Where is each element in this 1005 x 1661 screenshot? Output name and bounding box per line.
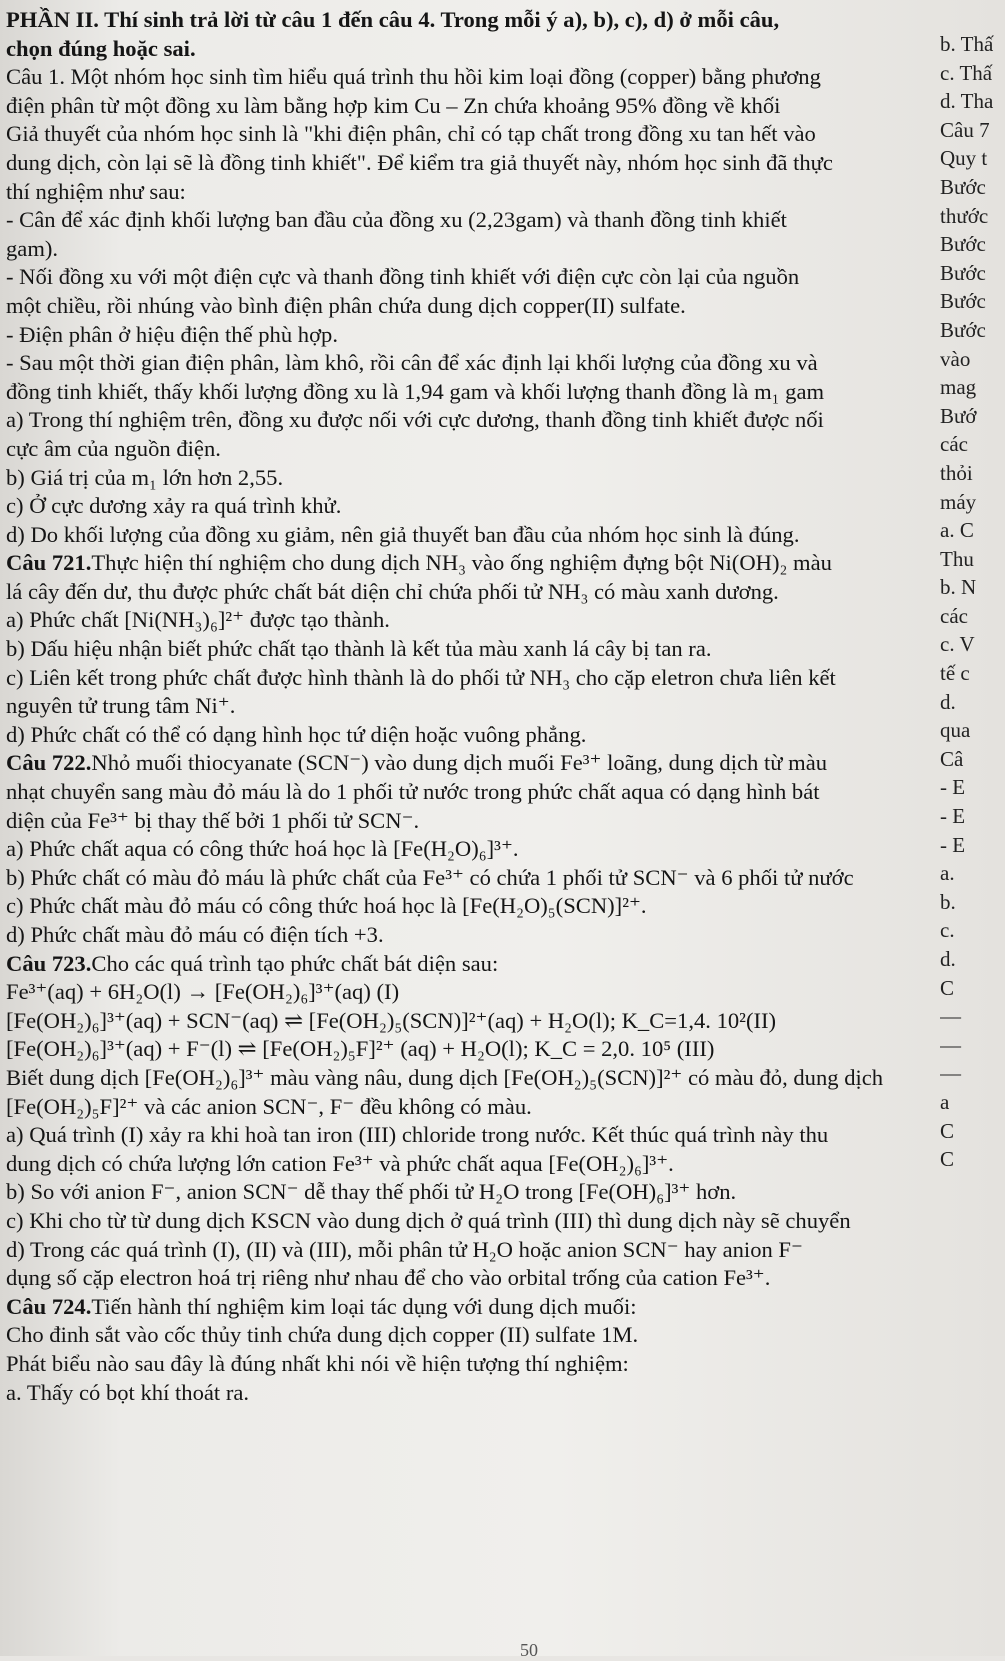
cropped-fragment: thước	[940, 203, 989, 228]
cropped-fragment: - E	[940, 832, 966, 857]
text-line: dung dịch, còn lại sẽ là đồng tinh khiết". Để kiểm tra giả thuyết này, nhóm học sinh đã thực	[6, 149, 833, 175]
text-line: Phát biểu nào sau đây là đúng nhất khi nói về hiện tượng thí nghiệm:	[6, 1350, 629, 1376]
text-line: c) Phức chất màu đỏ máu có công thức hoá học là [Fe(H₂O)₅(SCN)]²⁺.	[6, 893, 647, 919]
text-line: c) Khi cho từ từ dung dịch KSCN vào dung dịch ở quá trình (III) thì dung dịch này sẽ chuyển	[6, 1207, 851, 1233]
text-line: Câu 1. Một nhóm học sinh tìm hiểu quá trình thu hồi kim loại đồng (copper) bằng phương	[6, 64, 821, 90]
text-line: a) Trong thí nghiệm trên, đồng xu được nối với cực dương, thanh đồng tinh khiết được nối	[6, 407, 824, 433]
page-number: 50	[520, 1640, 538, 1660]
cropped-fragment: —	[940, 1004, 961, 1029]
text-line: một chiều, rồi nhúng vào bình điện phân chứa dung dịch copper(II) sulfate.	[6, 292, 686, 318]
cropped-fragment: d. Tha	[940, 89, 994, 114]
cropped-fragment: d.	[940, 947, 956, 971]
cropped-fragment: - E	[940, 804, 966, 829]
text-line: [Fe(OH₂)₅F]²⁺ và các anion SCN⁻, F⁻ đều không có màu.	[6, 1093, 532, 1119]
text-line: a) Phức chất [Ni(NH₃)₆]²⁺ được tạo thành.	[6, 607, 390, 633]
cropped-fragment: —	[940, 1032, 961, 1057]
main-text-column	[6, 6, 936, 1407]
cropped-fragment: Bước	[940, 260, 986, 285]
text-line: Câu 722.Nhỏ muối thiocyanate (SCN⁻) vào dung dịch muối Fe³⁺ loãng, dung dịch từ màu	[6, 750, 828, 776]
cropped-fragment: a.	[940, 861, 955, 886]
cropped-fragment: Bước	[940, 174, 986, 199]
text-line: a. Thấy có bọt khí thoát ra.	[6, 1379, 250, 1405]
cropped-fragment: qua	[940, 718, 971, 743]
cropped-fragment: - E	[940, 775, 966, 800]
text-line: Cho đinh sắt vào cốc thủy tinh chứa dung dịch copper (II) sulfate 1M.	[6, 1322, 639, 1348]
cropped-fragment: máy	[940, 489, 977, 514]
text-line: [Fe(OH₂)₆]³⁺(aq) + SCN⁻(aq) ⇌ [Fe(OH₂)₅(SCN)]²⁺(aq) + H₂O(l); K_C=1,4. 10²(II)	[6, 1007, 777, 1033]
cropped-fragment: c.	[940, 918, 955, 943]
text-line: d) Do khối lượng của đồng xu giảm, nên giả thuyết ban đầu của nhóm học sinh là đúng.	[6, 521, 800, 547]
text-line: d) Phức chất có thể có dạng hình học tứ diện hoặc vuông phẳng.	[6, 721, 587, 747]
text-line: lá cây đến dư, thu được phức chất bát diện chỉ chứa phối tử NH₃ có màu xanh dương.	[6, 578, 779, 604]
text-line: PHẦN II. Thí sinh trả lời từ câu 1 đến câu 4. Trong mỗi ý a), b), c), d) ở mỗi câu,	[6, 7, 780, 32]
text-line: Câu 721.Thực hiện thí nghiệm cho dung dịch NH₃ vào ống nghiệm đựng bột Ni(OH)₂ màu	[6, 550, 832, 576]
text-line: thí nghiệm như sau:	[6, 178, 186, 204]
question-label: Câu 724.	[6, 1293, 92, 1319]
cropped-fragment: C	[940, 1118, 955, 1143]
cropped-fragment: a	[940, 1089, 950, 1114]
cropped-fragment: Bước	[940, 317, 986, 342]
cropped-fragment: b. Thấ	[940, 32, 994, 56]
text-line: c) Liên kết trong phức chất được hình thành là do phối tử NH₃ cho cặp eletron chưa liên kết	[6, 664, 836, 690]
text-line: c) Ở cực dương xảy ra quá trình khử.	[6, 493, 342, 519]
cropped-fragment: Bước	[940, 232, 986, 257]
question-label: Câu 722.	[6, 750, 92, 776]
text-line: - Sau một thời gian điện phân, làm khô, rồi cân để xác định lại khối lượng của đồng xu và	[6, 350, 818, 376]
text-line: [Fe(OH₂)₆]³⁺(aq) + F⁻(l) ⇌ [Fe(OH₂)₅F]²⁺ (aq) + H₂O(l); K_C = 2,0. 10⁵ (III)	[6, 1036, 715, 1062]
cropped-fragment: C	[940, 1147, 955, 1172]
text-line: dụng số cặp electron hoá trị riêng như nhau để cho vào orbital trống của cation Fe³⁺.	[6, 1265, 771, 1291]
cropped-fragment: c. Thấ	[940, 60, 993, 85]
cropped-fragment: Bước	[940, 289, 986, 314]
text-line: - Cân để xác định khối lượng ban đầu của đồng xu (2,23gam) và thanh đồng tinh khiết	[6, 207, 787, 233]
cropped-fragment: Quy t	[940, 146, 988, 171]
cropped-fragment: tế c	[940, 661, 970, 686]
text-line: b) Giá trị của m₁ lớn hơn 2,55.	[6, 464, 284, 490]
text-line: b) Phức chất có màu đỏ máu là phức chất của Fe³⁺ có chứa 1 phối tử SCN⁻ và 6 phối tử nước	[6, 864, 854, 890]
text-line: nguyên tử trung tâm Ni⁺.	[6, 693, 236, 719]
cropped-fragment: thỏi	[940, 460, 973, 485]
cropped-fragment: Thu	[940, 546, 974, 571]
text-line: đồng tinh khiết, thấy khối lượng đồng xu là 1,94 gam và khối lượng thanh đồng là m₁ gam	[6, 378, 825, 404]
text-line: Câu 723.Cho các quá trình tạo phức chất bát diện sau:	[6, 950, 499, 976]
cropped-fragment: C	[940, 975, 955, 1000]
question-label: Câu 721.	[6, 550, 92, 576]
text-line: Câu 724.Tiến hành thí nghiệm kim loại tác dụng với dung dịch muối:	[6, 1293, 637, 1319]
cropped-fragment: b.	[940, 889, 956, 914]
text-line: gam).	[6, 235, 59, 261]
cropped-fragment: b. N	[940, 575, 977, 600]
question-label: Câu 723.	[6, 950, 92, 976]
text-line: Giả thuyết của nhóm học sinh là "khi điện phân, chỉ có tạp chất trong đồng xu tan hết vào	[6, 121, 816, 147]
cropped-fragment: —	[940, 1061, 961, 1086]
cropped-fragment: vào	[940, 346, 971, 371]
cropped-fragment: mag	[940, 375, 977, 400]
cropped-fragment: a. C	[940, 518, 974, 543]
text-line: - Nối đồng xu với một điện cực và thanh đồng tinh khiết với điện cực còn lại của nguồn	[6, 264, 800, 290]
cropped-fragment: Câu 7	[940, 117, 990, 142]
text-line: d) Phức chất màu đỏ máu có điện tích +3.	[6, 922, 384, 947]
text-line: a) Phức chất aqua có công thức hoá học là [Fe(H₂O)₆]³⁺.	[6, 836, 519, 862]
text-line: nhạt chuyển sang màu đỏ máu là do 1 phối tử nước trong phức chất aqua có dạng hình bát	[6, 779, 820, 805]
cropped-fragment: Câ	[940, 746, 964, 771]
cropped-fragment: d.	[940, 689, 956, 714]
text-line: Biết dung dịch [Fe(OH₂)₆]³⁺ màu vàng nâu, dung dịch [Fe(OH₂)₅(SCN)]²⁺ có màu đỏ, dung dịch	[6, 1064, 884, 1090]
text-line: diện của Fe³⁺ bị thay thế bởi 1 phối tử SCN⁻.	[6, 807, 420, 833]
text-line: cực âm của nguồn điện.	[6, 435, 221, 461]
text-line: b) So với anion F⁻, anion SCN⁻ dễ thay thế phối tử H₂O trong [Fe(OH)₆]³⁺ hơn.	[6, 1179, 737, 1205]
cropped-fragment: các	[940, 603, 968, 628]
text-line: điện phân từ một đồng xu làm bằng hợp kim Cu – Zn chứa khoảng 95% đồng về khối	[6, 92, 781, 118]
cropped-fragment: Bướ	[940, 403, 977, 428]
text-line: a) Quá trình (I) xảy ra khi hoà tan iron (III) chloride trong nước. Kết thúc quá trình này thu	[6, 1122, 829, 1148]
text-line: b) Dấu hiệu nhận biết phức chất tạo thành là kết tủa màu xanh lá cây bị tan ra.	[6, 636, 712, 662]
text-line: - Điện phân ở hiệu điện thế phù hợp.	[6, 321, 338, 347]
right-cropped-column	[940, 30, 1005, 1174]
text-line: dung dịch có chứa lượng lớn cation Fe³⁺ và phức chất aqua [Fe(OH₂)₆]³⁺.	[6, 1150, 674, 1176]
text-line: d) Trong các quá trình (I), (II) và (III), mỗi phân tử H₂O hoặc anion SCN⁻ hay anion F⁻	[6, 1236, 803, 1262]
text-line: Fe³⁺(aq) + 6H₂O(l) → [Fe(OH₂)₆]³⁺(aq) (I)	[6, 979, 400, 1005]
text-line: chọn đúng hoặc sai.	[6, 35, 196, 61]
cropped-fragment: c. V	[940, 632, 975, 657]
cropped-fragment: các	[940, 432, 968, 457]
